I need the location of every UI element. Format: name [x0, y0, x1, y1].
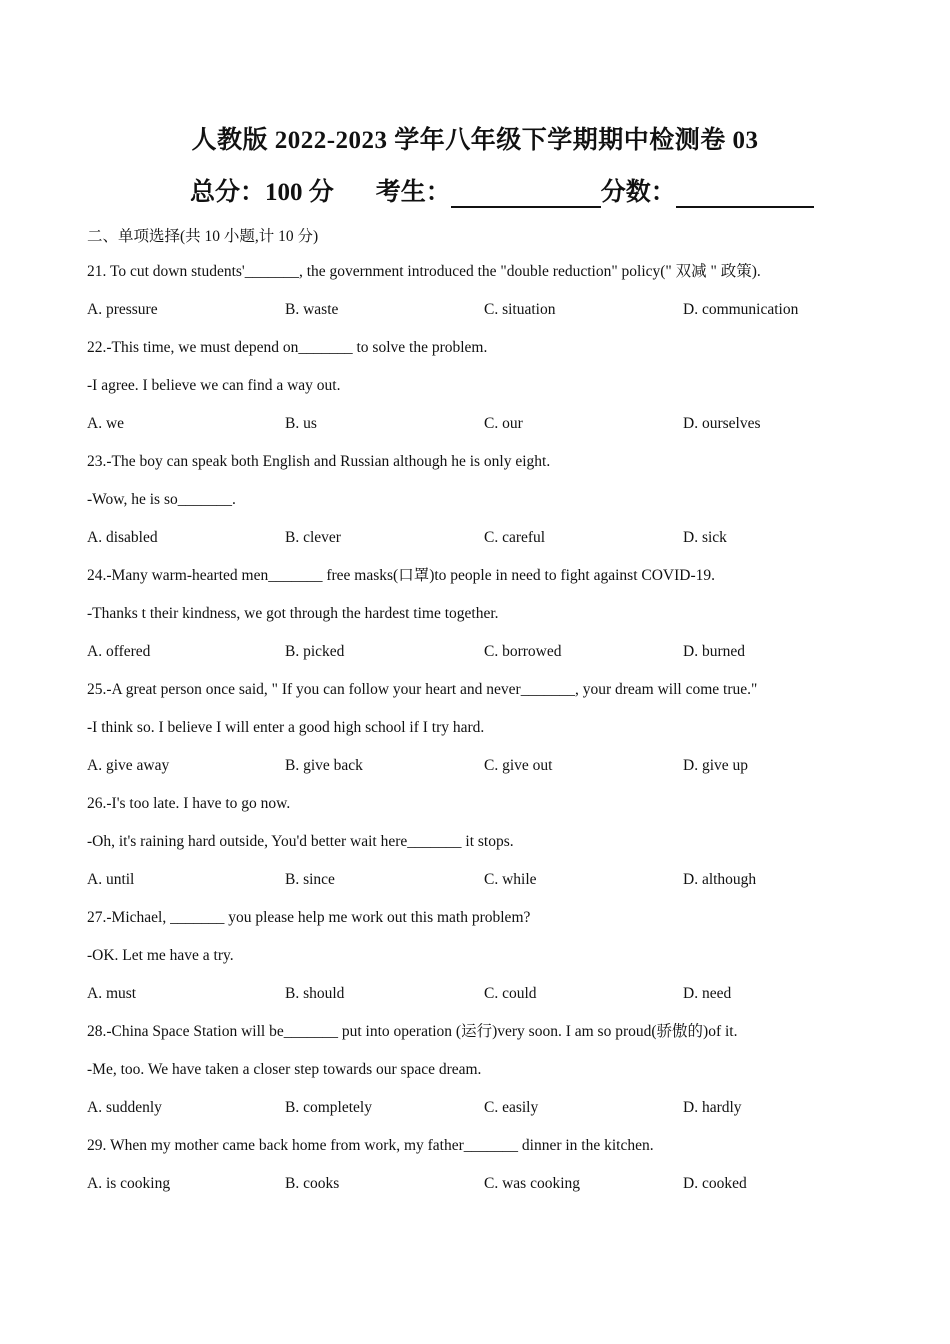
- score-label: 分数：: [600, 179, 676, 206]
- question-item: [87, 908, 887, 1022]
- option-b: B. us: [285, 415, 317, 432]
- question-line: 27.-Michael, _______ you please help me work out this math problem?: [87, 909, 531, 926]
- option-b: B. should: [285, 985, 345, 1002]
- option-d: D. sick: [683, 529, 727, 546]
- question-list: [87, 262, 887, 1212]
- option-c: C. easily: [484, 1099, 539, 1116]
- option-c: C. our: [484, 415, 523, 432]
- question-item: [87, 1022, 887, 1136]
- option-b: B. picked: [285, 643, 345, 660]
- question-line: 21. To cut down students'_______, the government introduced the "double reduction" policy(" 双减 " 政策).: [87, 263, 761, 280]
- option-c: C. situation: [484, 301, 556, 318]
- question-line: 23.-The boy can speak both English and Russian although he is only eight.: [87, 453, 551, 470]
- option-a: A. until: [87, 871, 135, 888]
- question-item: [87, 338, 887, 452]
- reply-line: -OK. Let me have a try.: [87, 947, 234, 964]
- option-b: B. completely: [285, 1099, 372, 1116]
- question-line: 26.-I's too late. I have to go now.: [87, 795, 291, 812]
- reply-line: -Me, too. We have taken a closer step towards our space dream.: [87, 1061, 482, 1078]
- question-line: 25.-A great person once said, " If you can follow your heart and never_______, your dream will come true.": [87, 681, 758, 698]
- reply-line: -Wow, he is so_______.: [87, 491, 236, 508]
- reply-line: -I think so. I believe I will enter a good high school if I try hard.: [87, 719, 485, 736]
- question-line: 22.-This time, we must depend on_______ to solve the problem.: [87, 339, 488, 356]
- question-line: 28.-China Space Station will be_______ put into operation (运行)very soon. I am so proud(骄傲的)of it.: [87, 1023, 738, 1040]
- option-row: [87, 642, 887, 680]
- question-line: 29. When my mother came back home from work, my father_______ dinner in the kitchen.: [87, 1137, 654, 1154]
- option-a: A. offered: [87, 643, 151, 660]
- option-b: B. waste: [285, 301, 339, 318]
- option-row: [87, 528, 887, 566]
- option-b: B. cooks: [285, 1175, 340, 1192]
- option-c: C. borrowed: [484, 643, 562, 660]
- question-item: [87, 566, 887, 680]
- question-item: [87, 262, 887, 338]
- option-d: D. cooked: [683, 1175, 747, 1192]
- option-a: A. suddenly: [87, 1099, 162, 1116]
- option-row: [87, 414, 887, 452]
- option-d: D. hardly: [683, 1099, 742, 1116]
- reply-line: -Oh, it's raining hard outside, You'd better wait here_______ it stops.: [87, 833, 514, 850]
- student-name-label: 考生：: [375, 179, 451, 206]
- option-b: B. since: [285, 871, 335, 888]
- option-d: D. burned: [683, 643, 745, 660]
- option-a: A. must: [87, 985, 137, 1002]
- reply-line: -Thanks t their kindness, we got through the hardest time together.: [87, 605, 499, 622]
- section-heading: 二、单项选择(共 10 小题,计 10 分): [87, 228, 319, 245]
- option-row: [87, 300, 887, 338]
- question-item: [87, 680, 887, 794]
- option-row: [87, 984, 887, 1022]
- option-row: [87, 870, 887, 908]
- option-d: D. need: [683, 985, 732, 1002]
- option-a: A. disabled: [87, 529, 158, 546]
- option-row: [87, 756, 887, 794]
- question-item: [87, 794, 887, 908]
- option-c: C. could: [484, 985, 537, 1002]
- reply-line: -I agree. I believe we can find a way out.: [87, 377, 341, 394]
- question-item: [87, 452, 887, 566]
- option-b: B. give back: [285, 757, 363, 774]
- option-a: A. is cooking: [87, 1175, 171, 1192]
- option-a: A. we: [87, 415, 125, 432]
- option-c: C. while: [484, 871, 537, 888]
- question-line: 24.-Many warm-hearted men_______ free masks(口罩)to people in need to fight against COVID-19.: [87, 567, 716, 584]
- option-d: D. ourselves: [683, 415, 761, 432]
- exam-info-line: [190, 172, 814, 208]
- student-name-blank[interactable]: [451, 180, 601, 208]
- option-d: D. give up: [683, 757, 749, 774]
- option-row: [87, 1098, 887, 1136]
- total-score-label: 总分：100 分: [190, 179, 334, 206]
- option-row: [87, 1174, 887, 1212]
- option-d: D. communication: [683, 301, 799, 318]
- option-c: C. give out: [484, 757, 553, 774]
- option-c: C. careful: [484, 529, 546, 546]
- option-a: A. pressure: [87, 301, 158, 318]
- score-blank[interactable]: [676, 180, 814, 208]
- option-b: B. clever: [285, 529, 341, 546]
- option-d: D. although: [683, 871, 757, 888]
- question-item: [87, 1136, 887, 1212]
- page-title: 人教版 2022-2023 学年八年级下学期期中检测卷 03: [191, 127, 759, 154]
- option-a: A. give away: [87, 757, 170, 774]
- option-c: C. was cooking: [484, 1175, 581, 1192]
